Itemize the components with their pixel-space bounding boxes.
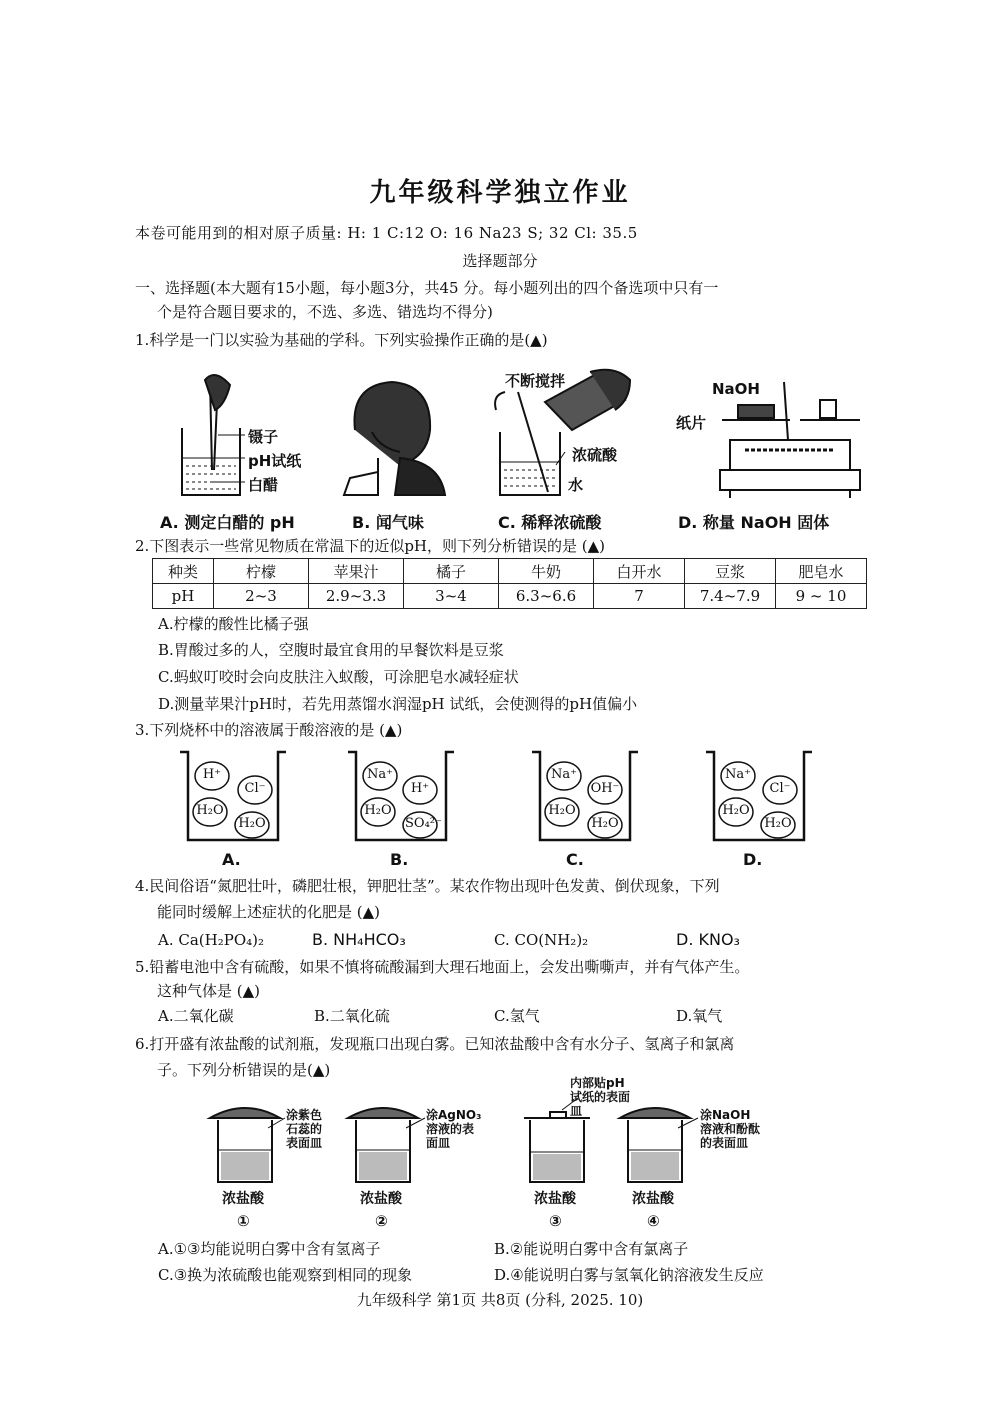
table-cell: 7.4~7.9 [685, 584, 776, 609]
table-cell: 柠檬 [214, 559, 309, 584]
q3-label-a: A. [222, 850, 241, 869]
table-cell: 2.9~3.3 [309, 584, 404, 609]
q1-stem: 1.科学是一门以实验为基础的学科。下列实验操作正确的是(▲) [135, 331, 548, 349]
ion-label: Cl⁻ [769, 781, 791, 796]
q6-acid-2: 浓盐酸 [360, 1191, 402, 1207]
label-water: 水 [568, 476, 584, 494]
ion-label: Na⁺ [551, 767, 577, 782]
instructions-line-1: 一、选择题(本大题有15小题，每小题3分，共45 分。每小题列出的四个备选项中只有一 [135, 279, 719, 297]
q2-option-b: B.胃酸过多的人，空腹时最宜食用的早餐饮料是豆浆 [158, 641, 504, 659]
ion-label: H⁺ [410, 781, 430, 796]
table-cell: 6.3~6.6 [499, 584, 594, 609]
table-cell: 3~4 [404, 584, 499, 609]
q6-label-2: 涂AgNO₃溶液的表面皿 [426, 1108, 482, 1150]
ion-label: H⁺ [202, 767, 222, 782]
q4-option-c: C. CO(NH₂)₂ [494, 931, 589, 949]
q6-option-d: D.④能说明白雾与氢氧化钠溶液发生反应 [494, 1266, 764, 1284]
label-tweezers: 镊子 [248, 428, 279, 446]
ion-label: Na⁺ [725, 767, 751, 782]
q4-option-b: B. NH₄HCO₃ [312, 930, 406, 949]
q6-label-3: 内部贴pH试纸的表面皿 [570, 1076, 631, 1118]
q6-num-2: ② [375, 1212, 388, 1230]
q3-label-b: B. [390, 850, 409, 869]
q2-stem: 2.下图表示一些常见物质在常温下的近似pH，则下列分析错误的是 (▲) [135, 537, 606, 555]
q6-num-4: ④ [647, 1212, 660, 1230]
q3-stem: 3.下列烧杯中的溶液属于酸溶液的是 (▲) [135, 721, 403, 739]
q6-acid-3: 浓盐酸 [534, 1191, 576, 1207]
table-cell: 苹果汁 [309, 559, 404, 584]
q4-stem-1: 4.民间俗语“氮肥壮叶，磷肥壮根，钾肥壮茎”。某农作物出现叶色发黄、倒伏现象，下列 [135, 877, 720, 895]
table-cell: 牛奶 [499, 559, 594, 584]
label-acid: 浓硫酸 [572, 446, 618, 464]
table-cell: 2~3 [214, 584, 309, 609]
q6-stem-1: 6.打开盛有浓盐酸的试剂瓶，发现瓶口出现白雾。已知浓盐酸中含有水分子、氢离子和氯离 [135, 1035, 735, 1053]
label-vinegar: 白醋 [248, 476, 279, 494]
ion-label: SO₄²⁻ [405, 816, 442, 831]
q6-acid-1: 浓盐酸 [222, 1191, 264, 1207]
page-footer: 九年级科学 第1页 共8页 (分科, 2025. 10) [356, 1291, 644, 1309]
q6-label-4: 涂NaOH溶液和酚酞的表面皿 [700, 1108, 761, 1150]
ion-label: H₂O [764, 816, 792, 831]
section-title: 选择题部分 [462, 252, 538, 270]
q5-stem-2: 这种气体是 (▲) [157, 982, 261, 1000]
q6-label-1: 涂紫色石蕊的表面皿 [286, 1108, 323, 1150]
q5-stem-1: 5.铅蓄电池中含有硫酸，如果不慎将硫酸漏到大理石地面上，会发出嘶嘶声，并有气体产生。 [135, 958, 750, 976]
table-cell: 肥皂水 [776, 559, 867, 584]
ion-label: OH⁻ [590, 781, 620, 796]
table-cell: 种类 [153, 559, 214, 584]
q1-option-a: A. 测定白醋的 pH [160, 513, 295, 532]
q4-option-a: A. Ca(H₂PO₄)₂ [158, 931, 265, 949]
atomic-mass-line: 本卷可能用到的相对原子质量: H: 1 C:12 O: 16 Na23 S; 32 Cl: 35.5 [135, 224, 638, 242]
q2-option-d: D.测量苹果汁pH时，若先用蒸馏水润湿pH 试纸，会使测得的pH值偏小 [158, 695, 638, 713]
table-cell: pH [153, 584, 214, 609]
q3-label-d: D. [743, 850, 763, 869]
q6-option-a: A.①③均能说明白雾中含有氢离子 [158, 1240, 381, 1258]
ion-label: H₂O [196, 803, 224, 818]
q4-option-d: D. KNO₃ [676, 930, 740, 949]
instructions-line-2: 个是符合题目要求的，不选、多选、错选均不得分) [157, 303, 493, 321]
q6-acid-4: 浓盐酸 [632, 1191, 674, 1207]
label-ph-paper: pH试纸 [248, 452, 302, 470]
table-cell: 9 ~ 10 [776, 584, 867, 609]
q5-option-d: D.氧气 [676, 1007, 723, 1025]
ion-label: H₂O [364, 803, 392, 818]
q4-stem-2: 能同时缓解上述症状的化肥是 (▲) [157, 903, 381, 921]
q5-option-a: A.二氧化碳 [158, 1007, 234, 1025]
table-cell: 白开水 [594, 559, 685, 584]
ion-label: H₂O [722, 803, 750, 818]
q6-stem-2: 子。下列分析错误的是(▲) [157, 1061, 331, 1079]
label-naoh: NaOH [712, 380, 760, 398]
q6-option-c: C.③换为浓硫酸也能观察到相同的现象 [158, 1266, 413, 1284]
q6-num-3: ③ [549, 1212, 562, 1230]
table-cell: 7 [594, 584, 685, 609]
ion-label: Cl⁻ [244, 781, 266, 796]
q1-option-d: D. 称量 NaOH 固体 [678, 513, 830, 532]
q1-option-b: B. 闻气味 [352, 513, 424, 532]
ion-label: H₂O [548, 803, 576, 818]
table-cell: 豆浆 [685, 559, 776, 584]
label-stir: 不断搅拌 [505, 372, 566, 390]
q5-option-b: B.二氧化硫 [314, 1007, 390, 1025]
ion-label: H₂O [591, 816, 619, 831]
table-cell: 橘子 [404, 559, 499, 584]
q3-label-c: C. [566, 850, 584, 869]
q6-option-b: B.②能说明白雾中含有氯离子 [494, 1240, 689, 1258]
q1-option-c: C. 稀释浓硫酸 [498, 513, 602, 532]
q5-option-c: C.氢气 [494, 1007, 540, 1025]
ion-label: Na⁺ [367, 767, 393, 782]
label-paper: 纸片 [676, 414, 707, 432]
q2-option-a: A.柠檬的酸性比橘子强 [158, 615, 309, 633]
ion-label: H₂O [238, 816, 266, 831]
page-title: 九年级科学独立作业 [369, 178, 631, 208]
q6-num-1: ① [237, 1212, 250, 1230]
q2-option-c: C.蚂蚁叮咬时会向皮肤注入蚁酸，可涂肥皂水减轻症状 [158, 668, 519, 686]
